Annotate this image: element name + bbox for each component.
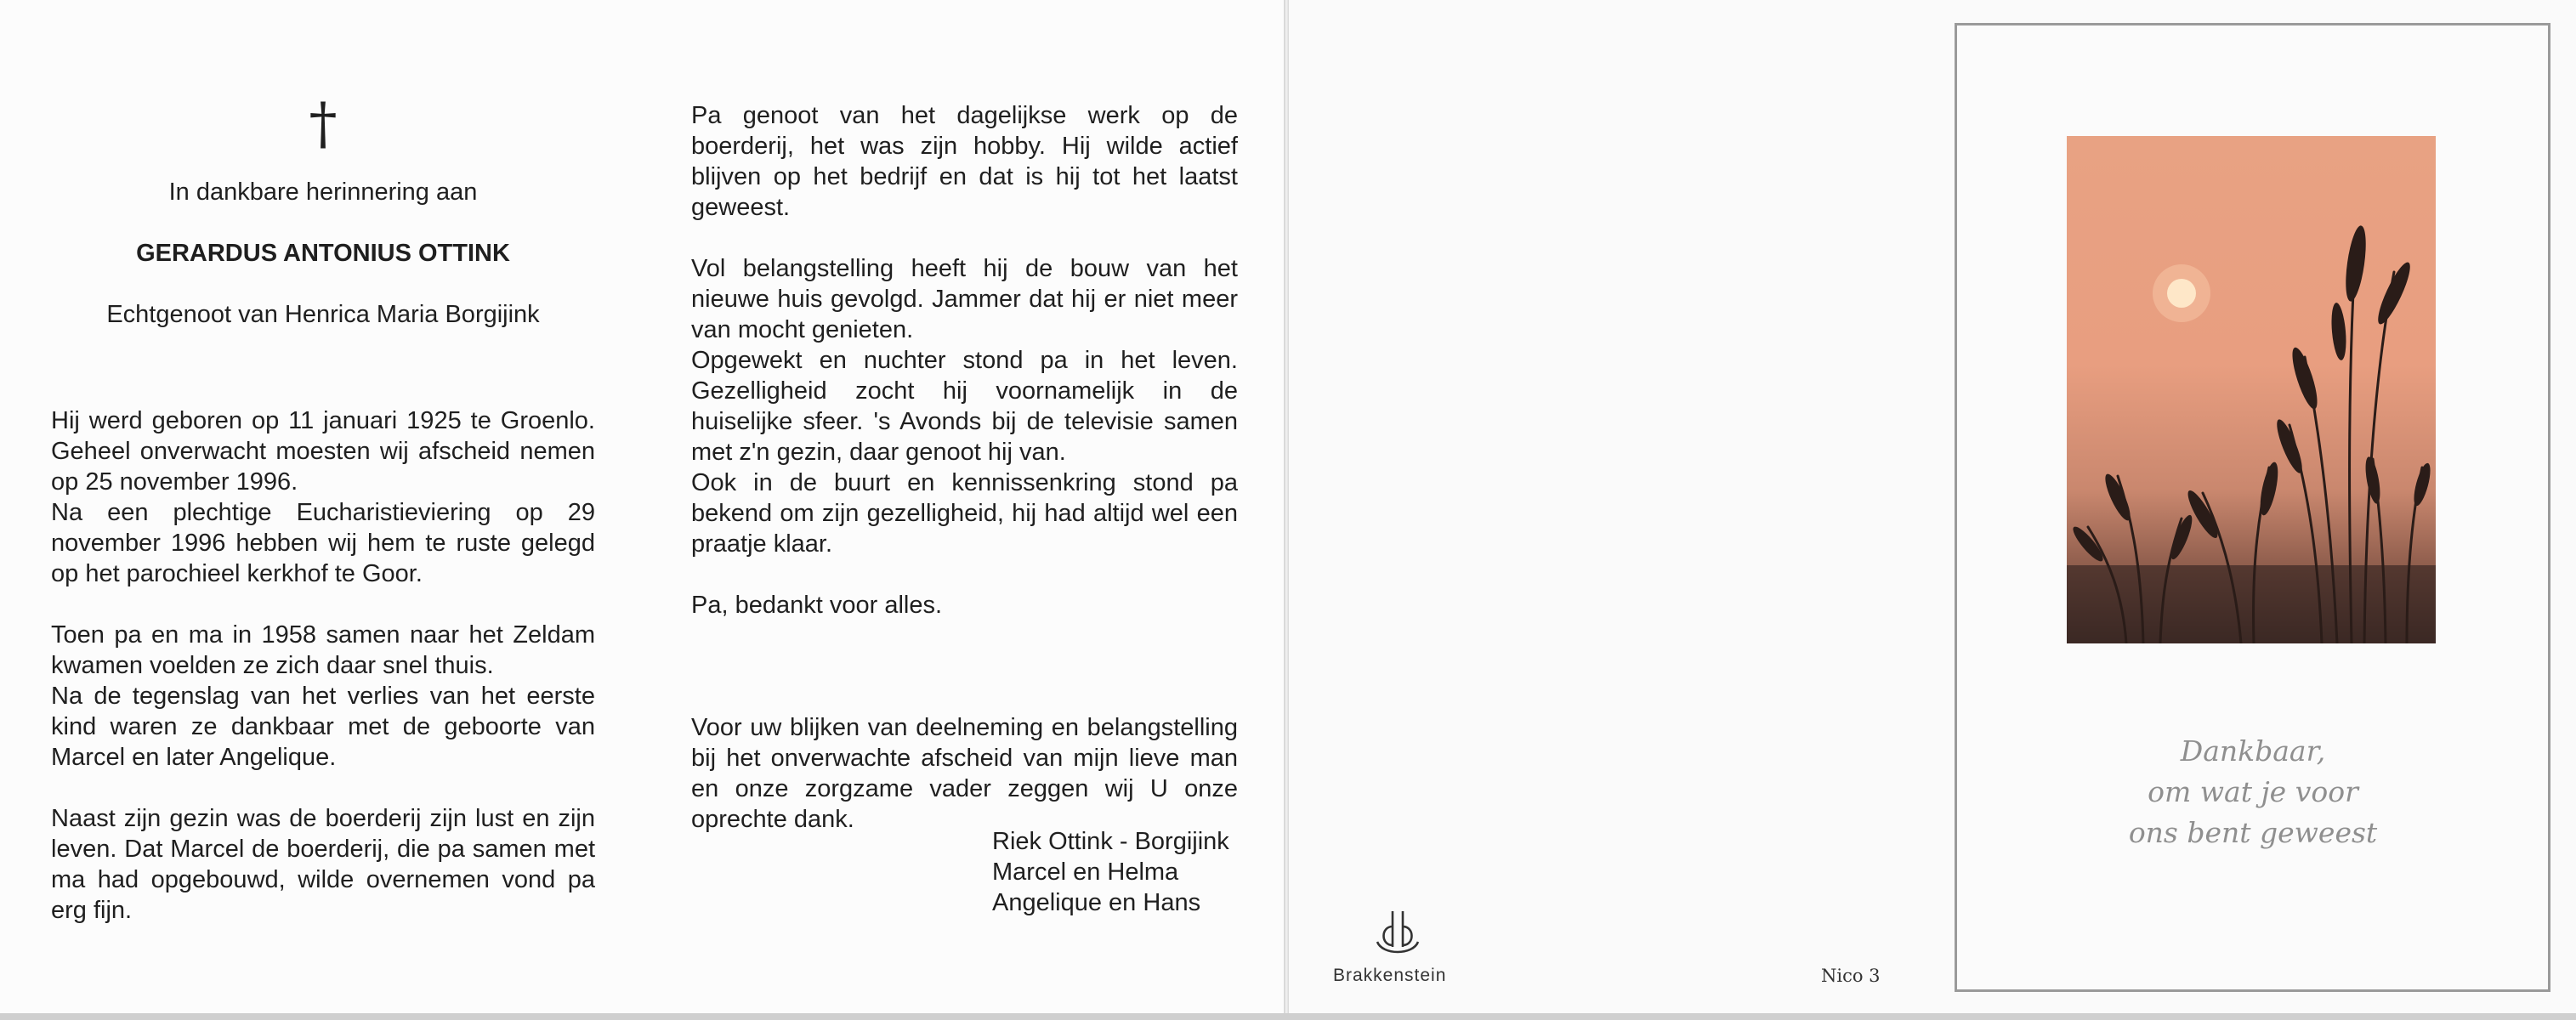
biography-left-column [51,405,595,926]
biography-paragraph: Na de tegenslag van het verlies van het eerste kind waren ze dankbaar met de geboorte van Marcel en later Angelique. [51,683,595,771]
card-bottom-edge [0,1013,2576,1020]
intro-text: In dankbare herinnering aan [168,178,478,206]
deceased-name: GERARDUS ANTONIUS OTTINK [136,240,510,267]
acknowledgement-paragraph: Voor uw blijken van deelneming en belangstelling bij het onverwachte afscheid van mijn lieve man en onze zorgzame vader zeggen wij U onze oprechte dank. [691,714,1238,833]
signature-line: Angelique en Hans [992,889,1201,916]
cross-icon: † [309,91,338,156]
publisher-logo-icon [1372,908,1423,959]
spouse-line: Echtgenoot van Henrica Maria Borgijink [106,301,540,328]
signature-line: Marcel en Helma [992,858,1179,886]
signature-line: Riek Ottink - Borgijink [992,828,1229,855]
biography-paragraph: Ook in de buurt en kennissenkring stond pa bekend om zijn gezelligheid, hij had altijd wel een praatje klaar. [691,469,1238,558]
card-code: Nico 3 [1821,966,1881,986]
thanks-line: Pa, bedankt voor alles. [691,592,943,619]
signatures [992,826,1273,918]
motto-line: Dankbaar, [2180,734,2326,768]
biography-paragraph: Opgewekt en nuchter stond pa in het leven. Gezelligheid zocht hij voornamelijk in de huiselijke sfeer. 's Avonds bij de televisie samen met z'n gezin, daar genoot hij van. [691,347,1238,466]
biography-paragraph: Pa genoot van het dagelijkse werk op de boerderij, het was zijn hobby. Hij wilde actief blijven op het bedrijf en dat is hij tot het laatst geweest. [691,102,1238,221]
biography-paragraph: Naast zijn gezin was de boerderij zijn lust en zijn leven. Dat Marcel de boerderij, die pa samen met ma had opgebouwd, wilde overnemen vond pa erg fijn. [51,805,595,924]
front-motto [2091,731,2414,853]
biography-right-column [691,100,1238,835]
publisher-name: Brakkenstein [1333,966,1447,985]
sunset-reeds-photo [2067,136,2436,643]
biography-paragraph: Na een plechtige Eucharistieviering op 29 november 1996 hebben wij hem te ruste gelegd op het parochieel kerkhof te Goor. [51,499,595,587]
biography-paragraph: Hij werd geboren op 11 januari 1925 te Groenlo. Geheel onverwacht moesten wij afscheid nemen op 25 november 1996. [51,407,595,496]
motto-line: om wat je voor [2148,775,2358,808]
biography-paragraph: Vol belangstelling heeft hij de bouw van het nieuwe huis gevolgd. Jammer dat hij er niet meer van mocht genieten. [691,255,1238,343]
motto-line: ons bent geweest [2128,816,2378,849]
biography-paragraph: Toen pa en ma in 1958 samen naar het Zeldam kwamen voelden ze zich daar snel thuis. [51,621,595,679]
